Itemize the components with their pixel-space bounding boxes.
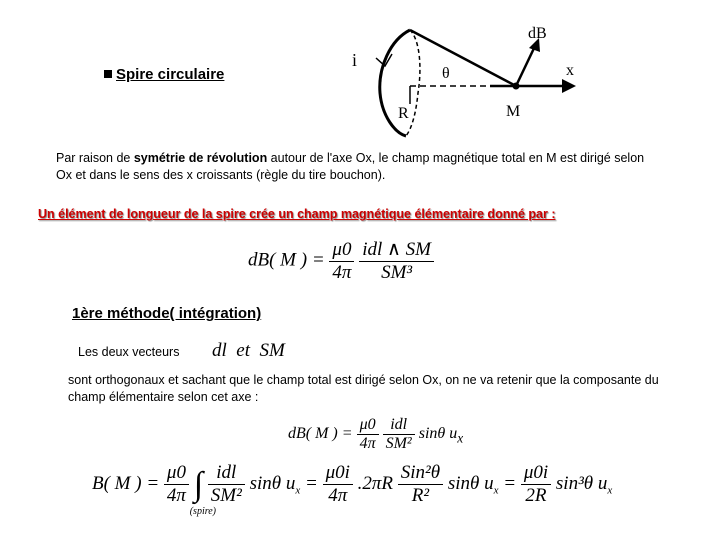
eq3-term2-fraction: $\frac{\mu 0i}{4\pi}$ <box>323 462 353 507</box>
section-heading <box>104 66 224 83</box>
eq3-constant-fraction: $\frac{\mu 0}{4\pi}$ <box>164 462 189 507</box>
eq3-equals-2: = <box>503 472 517 494</box>
eq3-term2-sin-fraction: $\frac{\text{Sin²θ}}{\text{R²}}$ <box>398 462 443 507</box>
intro-part1: Par raison de <box>56 151 134 165</box>
eq3-term3-fraction: $\frac{\mu 0i}{2R}$ <box>521 462 551 507</box>
eq2-constant-fraction: $\frac{\mu 0}{4\pi}$ <box>357 416 379 453</box>
eq1-lhs: dB( M ) = <box>248 249 325 271</box>
label-dB: dB <box>528 25 547 42</box>
integral-subscript: (spire) <box>189 505 217 517</box>
orthogonal-paragraph: sont orthogonaux et sachant que le champ total est dirigé selon Ox, on ne va retenir que la composante du champ élémentaire selon cet axe : <box>68 373 659 404</box>
eq2-tail: sinθ u <box>418 425 458 443</box>
x-axis-arrow-icon <box>562 79 576 93</box>
element-statement: Un élément de longueur de la spire crée un champ magnétique élémentaire donné par : <box>38 207 556 221</box>
point-M <box>513 83 520 90</box>
line-source-to-M <box>410 30 516 86</box>
equation-component <box>288 416 463 453</box>
eq2-main-fraction: $\frac{\text{idl}}{\text{SM²}}$ <box>383 416 415 453</box>
eq1-constant-fraction: $\frac{\mu 0}{4\pi}$ <box>329 239 354 284</box>
method-heading: 1ère méthode( intégration) <box>72 305 262 322</box>
eq1-main-fraction: $\frac{\text{idl ∧ SM}}{\text{SM³}}$ <box>359 238 434 284</box>
intro-paragraph <box>56 150 656 184</box>
vectors-label: Les deux vecteurs <box>78 345 180 359</box>
dB-vector <box>516 44 536 86</box>
eq3-term2-tail: sinθ u <box>447 472 494 494</box>
eq2-lhs: dB( M ) = <box>288 425 353 443</box>
label-M: M <box>506 103 521 120</box>
eq3-term2-mid: .2πR <box>357 472 394 494</box>
vectors-expression: dl et SM <box>212 340 285 361</box>
eq3-term3-tail: sin³θ u <box>555 472 608 494</box>
label-i: i <box>352 50 358 70</box>
equation-integration: B( M ) = $\frac{\mu 0}{4\pi}$ ∫ (spire) $\frac{\text{idl}}{\text{SM²}}$ sinθ $u_x$ = $\frac{\mu 0i}{4\pi}$ .2πR $\frac{\text{Sin²θ}}{\text{R²}}$ sinθ $u_x$ = $\frac{\mu 0i}{2R}$ sin³θ $u_x$ <box>92 462 613 517</box>
intro-part2: autour de l'axe Ox, le champ magnétique total en M est dirigé selon Ox et dans le sens des x croissants (règle du tire bouchon). <box>56 151 645 182</box>
section-heading-label: Spire circulaire <box>116 66 225 83</box>
integral-sign: ∫ (spire) <box>189 465 217 517</box>
eq3-term1-tail: sinθ u <box>249 472 296 494</box>
intro-bold: symétrie de révolution <box>133 151 268 165</box>
label-R: R <box>398 105 409 122</box>
circular-loop-diagram <box>340 18 600 140</box>
label-x: x <box>566 62 574 79</box>
equation-biot-savart <box>248 238 434 284</box>
eq3-term1-fraction: $\frac{\text{idl}}{\text{SM²}}$ <box>208 462 245 507</box>
bullet-square-icon <box>104 70 112 78</box>
eq3-equals-1: = <box>304 472 318 494</box>
eq2-sub: x <box>457 430 464 446</box>
label-theta: θ <box>442 65 450 82</box>
eq3-lhs: B( M ) = <box>92 472 160 494</box>
